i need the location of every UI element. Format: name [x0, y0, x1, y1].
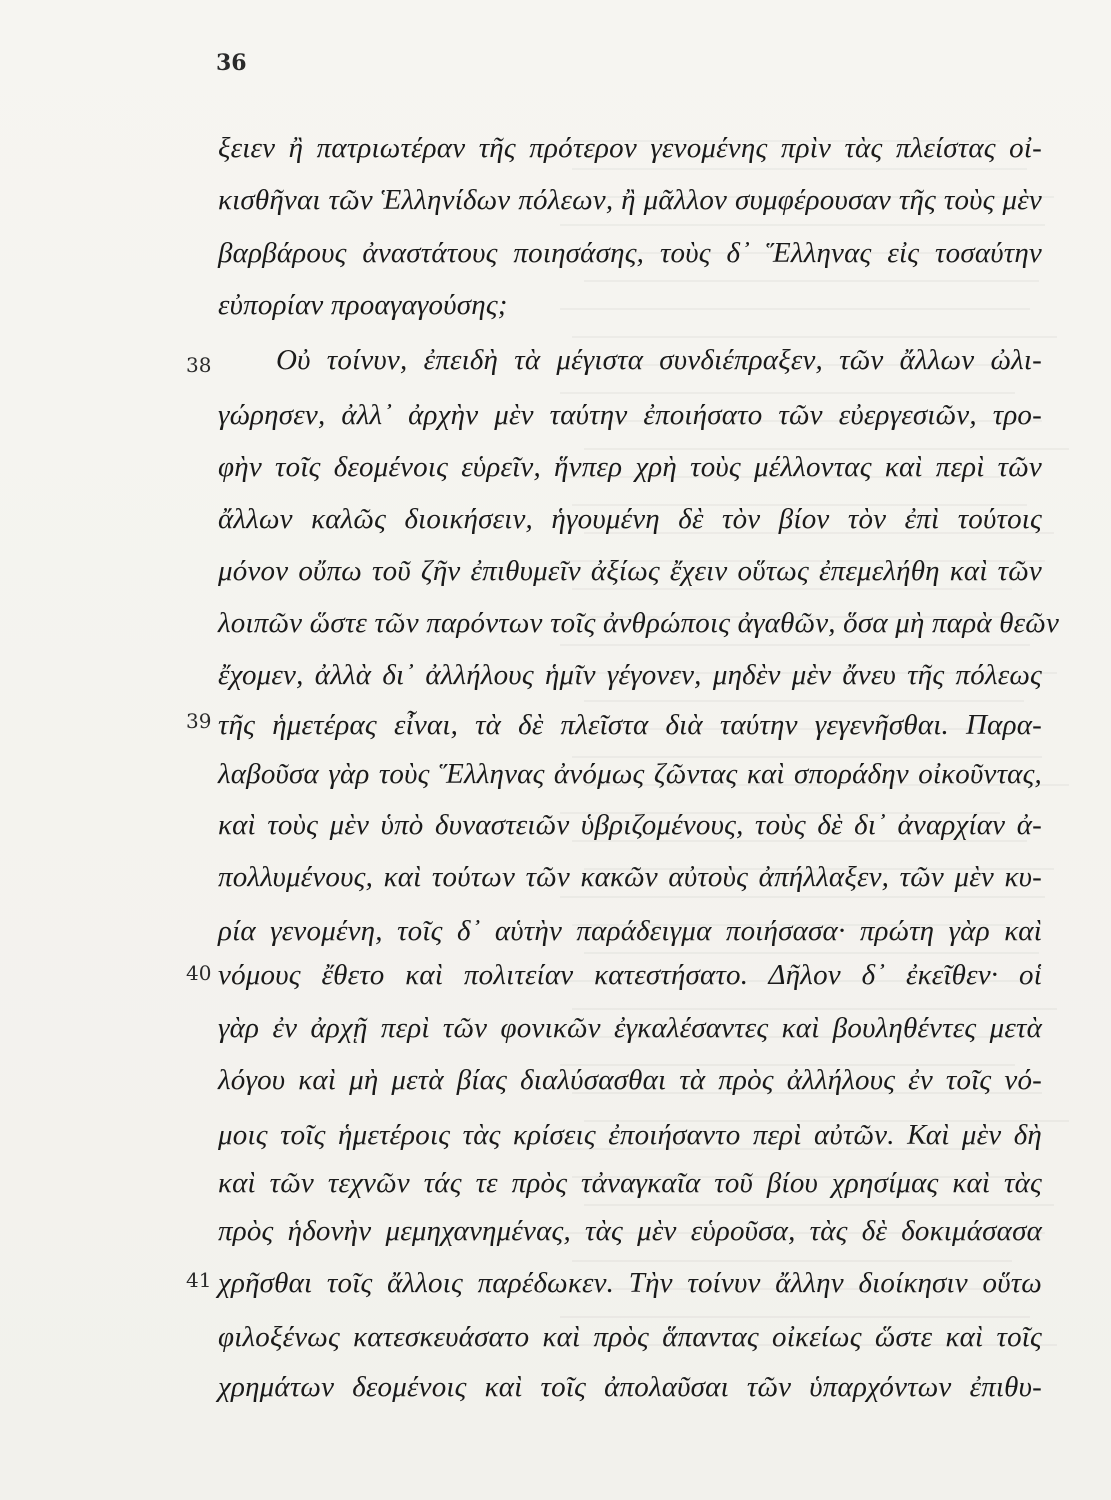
text-line-16: ρία γενομένη, τοῖς δ᾽ αὑτὴν παράδειγμα ποιήσασα· πρώτη γὰρ καὶ [218, 915, 1042, 947]
text-line-12: τῆς ἡμετέρας εἶναι, τὰ δὲ πλεῖστα διὰ ταύτην γεγενῆσθαι. Παρα- [218, 709, 1042, 741]
bleed-through-line [572, 1008, 1057, 1010]
text-line-4: εὐπορίαν προαγαγούσης; [218, 289, 508, 321]
bleed-through-line [560, 644, 1030, 646]
page-number: 36 [216, 50, 247, 76]
bleed-through-line [584, 700, 1024, 702]
text-line-1: ξειεν ἢ πατριωτέραν τῆς πρότερον γενομένης πρὶν τὰς πλείστας οἰ- [218, 132, 1042, 164]
text-line-11: ἔχομεν, ἀλλὰ δι᾽ ἀλλήλους ἡμῖν γέγονεν, μηδὲν μὲν ἄνευ τῆς πόλεως [218, 659, 1042, 691]
bleed-through-line [572, 588, 1012, 590]
text-line-8: ἄλλων καλῶς διοικήσειν, ἡγουμένη δὲ τὸν βίον τὸν ἐπὶ τούτοις [218, 503, 1042, 535]
text-line-6: γώρησεν, ἀλλ᾽ ἀρχὴν μὲν ταύτην ἐποιήσατο τῶν εὐεργεσιῶν, τρο- [218, 399, 1042, 431]
bleed-through-line [584, 952, 1039, 954]
text-line-10: λοιπῶν ὥστε τῶν παρόντων τοῖς ἀνθρώποις ἀγαθῶν, ὅσα μὴ παρὰ θεῶν [218, 607, 1060, 639]
section-number-38: 38 [186, 353, 212, 377]
bleed-through-line [572, 1260, 1012, 1262]
text-line-9: μόνον οὔπω τοῦ ζῆν ἐπιθυμεῖν ἀξίως ἔχειν οὕτως ἐπεμελήθη καὶ τῶν [218, 555, 1042, 587]
text-line-19: λόγου καὶ μὴ μετὰ βίας διαλύσασθαι τὰ πρὸς ἀλλήλους ἐν τοῖς νό- [218, 1064, 1042, 1096]
text-line-25: χρημάτων δεομένοις καὶ τοῖς ἀπολαῦσαι τῶν ὑπαρχόντων ἐπιθυ- [218, 1371, 1042, 1403]
section-number-40: 40 [186, 961, 212, 985]
text-line-17: νόμους ἔθετο καὶ πολιτείαν κατεστήσατο. Δῆλον δ᾽ ἐκεῖθεν· οἱ [218, 959, 1042, 991]
text-line-14: καὶ τοὺς μὲν ὑπὸ δυναστειῶν ὑβριζομένους, τοὺς δὲ δι᾽ ἀναρχίαν ἀ- [218, 809, 1042, 841]
text-line-5: Οὐ τοίνυν, ἐπειδὴ τὰ μέγιστα συνδιέπραξεν, τῶν ἄλλων ὠλι- [276, 344, 1042, 376]
text-line-18: γὰρ ἐν ἀρχῇ περὶ τῶν φονικῶν ἐγκαλέσαντες καὶ βουληθέντες μετὰ [218, 1012, 1042, 1044]
text-line-20: μοις τοῖς ἡμετέροις τὰς κρίσεις ἐποιήσαντο περὶ αὐτῶν. Καὶ μὲν δὴ [218, 1119, 1042, 1151]
section-number-41: 41 [186, 1268, 212, 1292]
bleed-through-line [584, 280, 1039, 282]
text-line-2: κισθῆναι τῶν Ἑλληνίδων πόλεων, ἢ μᾶλλον συμφέρουσαν τῆς τοὺς μὲν [218, 184, 1042, 216]
bleed-through-line [572, 168, 1027, 170]
bleed-through-line [572, 336, 1057, 338]
bleed-through-line [560, 896, 1045, 898]
bleed-through-line [584, 1204, 1054, 1206]
text-line-23: χρῆσθαι τοῖς ἄλλοις παρέδωκεν. Τὴν τοίνυν ἄλλην διοίκησιν οὕτω [218, 1267, 1042, 1299]
text-line-7: φὴν τοῖς δεομένοις εὑρεῖν, ἥνπερ χρὴ τοὺς μέλλοντας καὶ περὶ τῶν [218, 451, 1042, 483]
text-line-22: πρὸς ἡδονὴν μεμηχανημένας, τὰς μὲν εὑροῦσα, τὰς δὲ δοκιμάσασα [218, 1215, 1042, 1247]
text-line-24: φιλοξένως κατεσκευάσατο καὶ πρὸς ἅπαντας οἰκείως ὥστε καὶ τοῖς [218, 1321, 1042, 1353]
text-line-13: λαβοῦσα γὰρ τοὺς Ἕλληνας ἀνόμως ζῶντας καὶ σποράδην οἰκοῦντας, [218, 758, 1042, 790]
bleed-through-line [560, 392, 1015, 394]
bleed-through-line [560, 1316, 1030, 1318]
section-number-39: 39 [186, 709, 212, 733]
text-line-21: καὶ τῶν τεχνῶν τάς τε πρὸς τἀναγκαῖα τοῦ βίου χρησίμας καὶ τὰς [218, 1167, 1042, 1199]
text-line-15: πολλυμένους, καὶ τούτων τῶν κακῶν αὐτοὺς ἀπήλλαξεν, τῶν μὲν κυ- [218, 861, 1042, 893]
bleed-through-line [560, 224, 1045, 226]
text-line-3: βαρβάρους ἀναστάτους ποιησάσης, τοὺς δ᾽ Ἕλληνας εἰς τοσαύτην [218, 237, 1042, 269]
